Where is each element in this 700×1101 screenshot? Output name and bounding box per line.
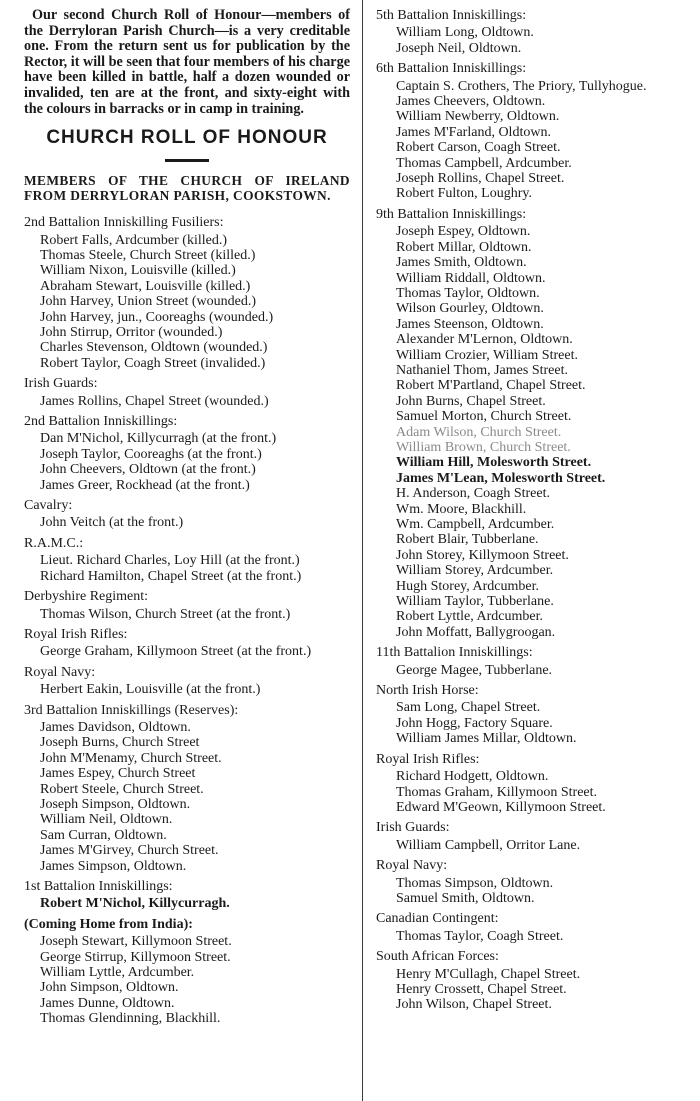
member-entry: James M'Lean, Molesworth Street. [396,470,606,486]
member-entry: Robert Fulton, Loughry. [396,186,532,202]
regiment-section [376,820,692,853]
member-entry: Henry M'Cullagh, Chapel Street. [396,966,581,982]
regiment-section [376,645,692,678]
member-entry: James Davidson, Oldtown. [40,719,191,735]
member-entry: Thomas Taylor, Oldtown. [396,285,540,301]
regiment-heading: Canadian Contingent: [376,911,499,927]
roll-subheading: MEMBERS OF THE CHURCH OF IRELAND FROM DERRYLORAN PARISH, COOKSTOWN. [24,173,350,203]
member-entry: John Hogg, Factory Square. [396,715,553,731]
member-entry: Robert M'Partland, Chapel Street. [396,378,586,394]
regiment-section [376,911,692,944]
member-entry: John Harvey, jun., Cooreaghs (wounded.) [40,309,274,325]
member-entry: William Long, Oldtown. [396,25,534,41]
member-entry: Robert M'Nichol, Killycurragh. [40,896,230,912]
member-entry: Robert Blair, Tubberlane. [396,532,539,548]
member-entry: Robert Millar, Oldtown. [396,239,532,255]
regiment-section [376,61,692,202]
member-entry: Hugh Storey, Ardcumber. [396,578,539,594]
member-entry: Wm. Campbell, Ardcumber. [396,517,555,532]
member-list [376,663,692,678]
member-entry: William Hill, Molesworth Street. [396,455,592,471]
member-entry: John M'Menamy, Church Street. [40,750,222,766]
regiment-heading: 2nd Battalion Inniskillings: [24,414,178,430]
regiment-section [24,498,350,531]
regiment-section [24,215,350,371]
member-entry: John Veitch (at the front.) [40,515,184,531]
regiment-heading: Derbyshire Regiment: [24,589,149,605]
regiment-heading: Royal Irish Rifles: [376,751,480,767]
member-entry: James Smith, Oldtown. [396,255,527,271]
member-entry: John Moffatt, Ballygroogan. [396,624,556,640]
member-entry: Joseph Neil, Oldtown. [396,40,522,56]
member-entry: Robert Lyttle, Ardcumber. [396,609,543,625]
member-list [24,394,350,409]
regiment-section [24,703,350,874]
regiment-heading: South African Forces: [376,949,499,965]
regiment-heading: North Irish Horse: [376,683,479,699]
member-entry: James Steenson, Oldtown. [396,316,544,332]
member-list [376,876,692,907]
member-entry: Abraham Stewart, Louisville (killed.) [40,278,251,294]
member-entry: Joseph Stewart, Killymoon Street. [40,934,232,950]
member-list [376,838,692,853]
member-list [24,896,350,911]
member-entry: Robert Carson, Coagh Street. [396,140,561,156]
member-entry: Joseph Espey, Oldtown. [396,224,531,240]
regiment-heading: Royal Irish Rifles: [24,626,128,642]
member-entry: William Storey, Ardcumber. [396,563,554,579]
member-entry: Henry Crossett, Chapel Street. [396,981,567,997]
member-list [376,769,692,815]
member-entry: William Nixon, Louisville (killed.) [40,263,236,279]
regiment-section [376,752,692,816]
member-list [24,553,350,584]
right-column [376,8,692,1018]
regiment-section [376,858,692,906]
member-entry: George Stirrup, Killymoon Street. [40,949,231,965]
member-list [376,224,692,640]
member-entry: John Simpson, Oldtown. [40,980,179,996]
regiment-heading: 6th Battalion Inniskillings: [376,61,527,77]
member-entry: Captain S. Crothers, The Priory, Tullyhogue. [396,78,647,94]
member-list [24,682,350,697]
member-entry: Robert Falls, Ardcumber (killed.) [40,232,228,248]
member-entry: William Campbell, Orritor Lane. [396,837,581,853]
member-entry: Joseph Rollins, Chapel Street. [396,171,565,187]
regiment-heading: Cavalry: [24,498,73,514]
regiment-section [24,376,350,409]
member-entry: William Lyttle, Ardcumber. [40,965,195,981]
member-entry: Nathaniel Thom, James Street. [396,362,568,378]
column-divider [362,0,363,1101]
member-entry: Sam Long, Chapel Street. [396,700,541,716]
regiment-heading: Royal Navy: [24,664,96,680]
member-entry: John Burns, Chapel Street. [396,393,546,409]
member-entry: John Cheevers, Oldtown (at the front.) [40,462,256,478]
member-list [376,929,692,944]
member-entry: Samuel Morton, Church Street. [396,409,572,425]
regiment-section [24,879,350,912]
regiment-section [376,683,692,747]
member-entry: Robert Taylor, Coagh Street (invalided.) [40,355,266,371]
member-entry: Thomas Wilson, Church Street (at the front.) [40,606,291,622]
member-entry: William Brown, Church Street. [396,439,571,455]
member-list [24,431,350,493]
member-entry: Sam Curran, Oldtown. [40,827,167,843]
member-entry: William James Millar, Oldtown. [396,731,577,747]
regiment-section [24,917,350,1027]
member-entry: William Riddall, Oldtown. [396,270,546,286]
regiment-heading: Irish Guards: [24,376,98,392]
member-entry: James Dunne, Oldtown. [40,995,175,1011]
member-list [24,607,350,622]
regiment-heading: 2nd Battalion Inniskilling Fusiliers: [24,215,224,231]
member-entry: William Taylor, Tubberlane. [396,594,554,610]
member-entry: Charles Stevenson, Oldtown (wounded.) [40,340,268,356]
member-entry: John Stirrup, Orritor (wounded.) [40,325,223,340]
member-entry: Lieut. Richard Charles, Loy Hill (at the front.) [40,553,300,569]
member-list [24,233,350,372]
member-entry: James Simpson, Oldtown. [40,858,187,874]
roll-title: CHURCH ROLL OF HONOUR [46,127,328,149]
regiment-heading: 9th Battalion Inniskillings: [376,206,527,222]
title-rule [165,159,209,162]
member-entry: H. Anderson, Coagh Street. [396,486,550,502]
regiment-heading: Irish Guards: [376,820,450,836]
member-entry: James Cheevers, Oldtown. [396,94,546,110]
member-entry: James M'Girvey, Church Street. [40,843,219,859]
member-entry: George Magee, Tubberlane. [396,662,553,678]
member-entry: John Wilson, Chapel Street. [396,997,552,1013]
regiment-heading: 5th Battalion Inniskillings: [376,8,527,23]
regiment-heading: 3rd Battalion Inniskillings (Reserves): [24,702,239,718]
left-column [24,8,350,1032]
member-entry: Joseph Simpson, Oldtown. [40,796,191,812]
left-sections [24,215,350,1027]
member-entry: James Espey, Church Street [40,766,196,782]
regiment-section [376,949,692,1013]
member-entry: Adam Wilson, Church Street. [396,424,562,440]
member-entry: Thomas Graham, Killymoon Street. [396,784,598,800]
member-entry: Wm. Moore, Blackhill. [396,501,527,517]
member-entry: James M'Farland, Oldtown. [396,124,551,140]
regiment-section [24,589,350,622]
member-list [24,515,350,530]
regiment-heading: 11th Battalion Inniskillings: [376,645,533,661]
regiment-section [24,414,350,493]
regiment-section [24,536,350,584]
intro-paragraph: Our second Church Roll of Honour—members of the Derryloran Parish Church—is a very creditable one. From the return sent us for publication by the Rector, it will be seen that four members of his charge have been killed in battle, half a dozen wounded or invalided, ten are at the front, and sixty-eight with the colours in barracks or in camp in training. [24,7,350,117]
member-entry: Richard Hamilton, Chapel Street (at the front.) [40,568,302,584]
member-entry: William Neil, Oldtown. [40,812,173,828]
regiment-section [24,627,350,660]
regiment-section [376,207,692,640]
member-list [24,720,350,874]
member-list [376,700,692,746]
member-entry: Wilson Gourley, Oldtown. [396,301,544,317]
member-list [24,644,350,659]
regiment-section [376,8,692,56]
member-entry: William Newberry, Oldtown. [396,109,560,125]
member-entry: William Crozier, William Street. [396,347,578,363]
member-entry: Richard Hodgett, Oldtown. [396,769,549,785]
member-entry: James Greer, Rockhead (at the front.) [40,477,250,493]
member-entry: Thomas Campbell, Ardcumber. [396,155,572,171]
member-entry: John Storey, Killymoon Street. [396,547,569,563]
member-entry: Thomas Glendinning, Blackhill. [40,1011,221,1027]
regiment-heading: Royal Navy: [376,858,448,874]
member-entry: James Rollins, Chapel Street (wounded.) [40,393,269,409]
member-list [376,967,692,1013]
regiment-heading: R.A.M.C.: [24,535,84,551]
member-entry: Alexander M'Lernon, Oldtown. [396,332,573,348]
member-entry: Robert Steele, Church Street. [40,781,204,797]
member-list [24,934,350,1026]
regiment-heading: (Coming Home from India): [24,916,193,932]
member-entry: George Graham, Killymoon Street (at the front.) [40,644,312,660]
member-list [376,79,692,202]
member-entry: Thomas Simpson, Oldtown. [396,875,554,891]
regiment-heading: 1st Battalion Inniskillings: [24,879,173,894]
member-entry: Herbert Eakin, Louisville (at the front.) [40,682,261,698]
member-entry: Joseph Taylor, Cooreaghs (at the front.) [40,446,262,462]
right-sections [376,8,692,1013]
member-entry: Edward M'Geown, Killymoon Street. [396,799,606,815]
regiment-section [24,665,350,698]
member-entry: Thomas Taylor, Coagh Street. [396,928,564,944]
member-entry: Samuel Smith, Oldtown. [396,890,535,906]
member-entry: Thomas Steele, Church Street (killed.) [40,247,256,263]
member-entry: John Harvey, Union Street (wounded.) [40,294,257,310]
member-list [376,25,692,56]
member-entry: Joseph Burns, Church Street [40,735,200,751]
member-entry: Dan M'Nichol, Killycurragh (at the front.) [40,431,277,447]
